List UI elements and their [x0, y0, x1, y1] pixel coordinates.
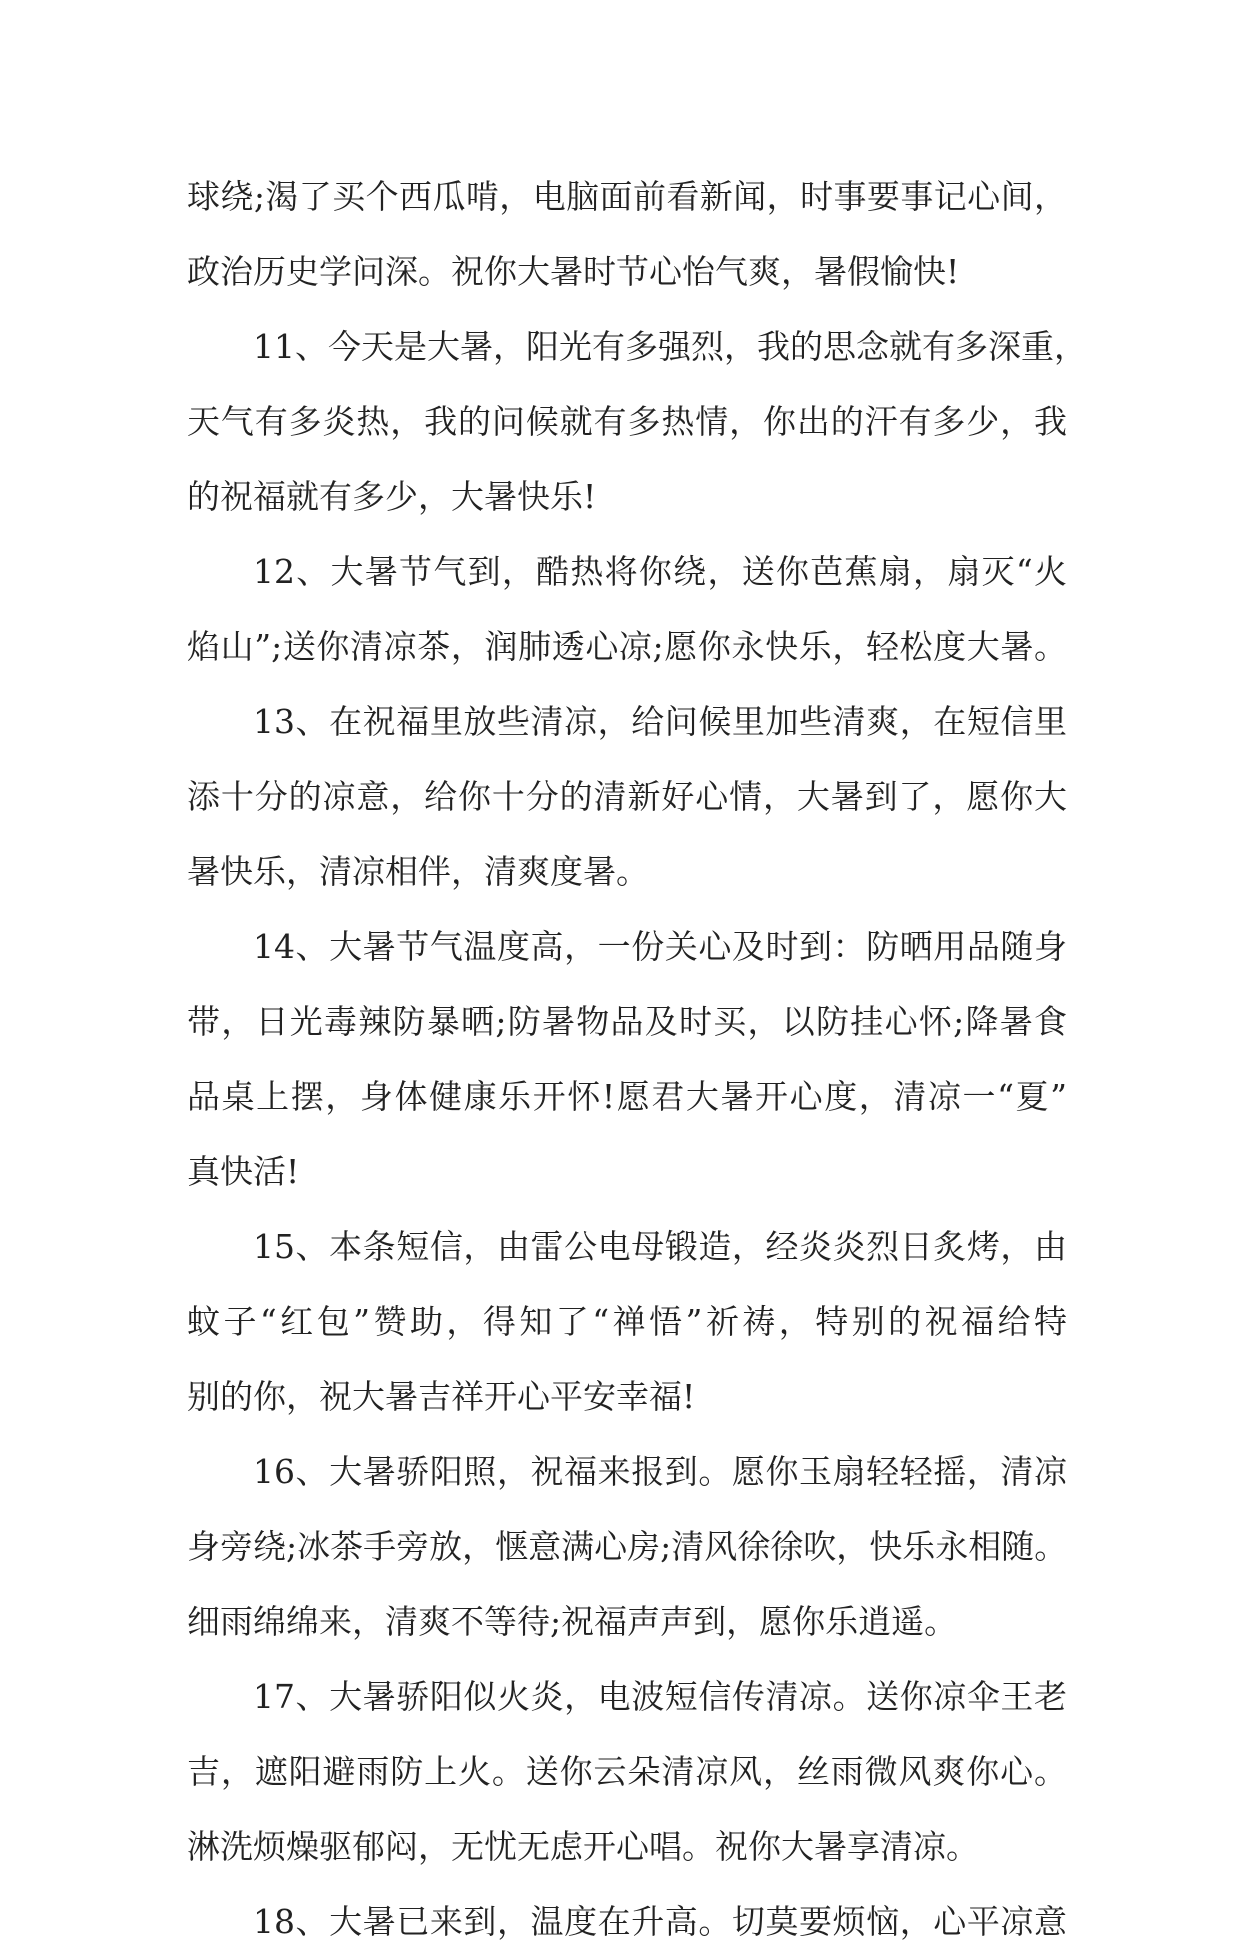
text-line: 身旁绕;冰茶手旁放，惬意满心房;清风徐徐吹，快乐永相随。	[187, 1527, 1068, 1566]
text-line: 淋洗烦燥驱郁闷，无忧无虑开心唱。祝你大暑享清凉。	[187, 1827, 979, 1866]
document-body	[187, 159, 1087, 1959]
paragraph-first-line: 15、本条短信，由雷公电母锻造，经炎炎烈日炙烤，由	[253, 1227, 1067, 1266]
text-line: 别的你，祝大暑吉祥开心平安幸福!	[187, 1377, 696, 1416]
text-line: 真快活!	[187, 1152, 300, 1191]
paragraph-first-line: 18、大暑已来到，温度在升高。切莫要烦恼，心平凉意	[253, 1902, 1067, 1941]
text-line: 政治历史学问深。祝你大暑时节心怡气爽，暑假愉快!	[187, 252, 960, 291]
text-line: 吉，遮阳避雨防上火。送你云朵清凉风，丝雨微风爽你心。	[187, 1752, 1067, 1791]
paragraph-first-line: 16、大暑骄阳照，祝福来报到。愿你玉扇轻轻摇，清凉	[253, 1452, 1067, 1491]
text-line: 天气有多炎热，我的问候就有多热情，你出的汗有多少，我	[187, 402, 1067, 441]
paragraph-first-line: 17、大暑骄阳似火炎，电波短信传清凉。送你凉伞王老	[253, 1677, 1067, 1716]
paragraph-first-line: 13、在祝福里放些清凉，给问候里加些清爽，在短信里	[253, 702, 1067, 741]
text-line: 品桌上摆，身体健康乐开怀!愿君大暑开心度，清凉一“夏”	[187, 1077, 1067, 1116]
text-line: 的祝福就有多少，大暑快乐!	[187, 477, 597, 516]
paragraph-first-line: 12、大暑节气到，酷热将你绕，送你芭蕉扇，扇灭“火	[253, 552, 1067, 591]
text-line: 焰山”;送你清凉茶，润肺透心凉;愿你永快乐，轻松度大暑。	[187, 627, 1067, 666]
text-line: 暑快乐，清凉相伴，清爽度暑。	[187, 852, 649, 891]
text-line: 球绕;渴了买个西瓜啃，电脑面前看新闻，时事要事记心间，	[187, 177, 1067, 216]
text-line: 蚊子“红包”赞助，得知了“禅悟”祈祷，特别的祝福给特	[187, 1302, 1067, 1341]
text-line: 添十分的凉意，给你十分的清新好心情，大暑到了，愿你大	[187, 777, 1067, 816]
paragraph-first-line: 11、今天是大暑，阳光有多强烈，我的思念就有多深重，	[253, 327, 1087, 366]
paragraph-first-line: 14、大暑节气温度高，一份关心及时到：防晒用品随身	[253, 927, 1067, 966]
text-line: 带，日光毒辣防暴晒;防暑物品及时买，以防挂心怀;降暑食	[187, 1002, 1067, 1041]
text-line: 细雨绵绵来，清爽不等待;祝福声声到，愿你乐逍遥。	[187, 1602, 958, 1641]
